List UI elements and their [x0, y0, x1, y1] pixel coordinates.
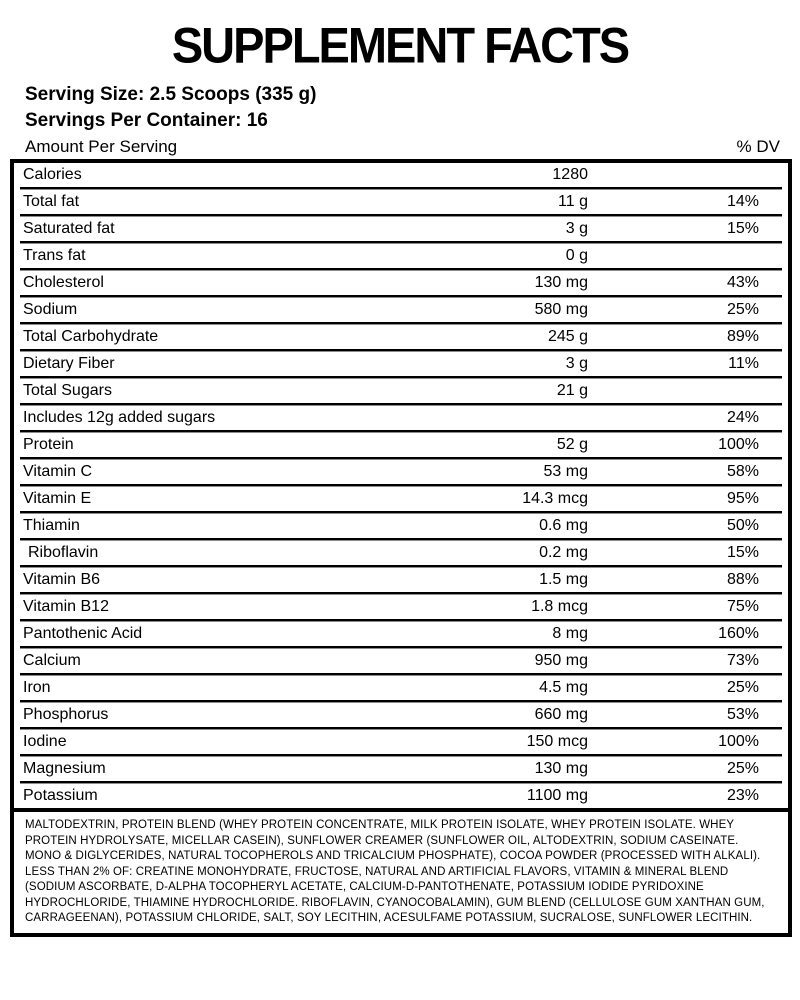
table-row	[14, 460, 788, 484]
nutrient-daily-value: 24%	[726, 409, 759, 426]
table-row	[14, 487, 788, 511]
table-row	[14, 190, 788, 214]
table-row	[14, 784, 788, 808]
nutrient-label: Vitamin C	[23, 463, 93, 480]
nutrient-label: Saturated fat	[23, 220, 115, 237]
nutrient-amount: 21 g	[556, 382, 588, 399]
table-row	[14, 568, 788, 592]
nutrient-daily-value: 100%	[718, 436, 759, 453]
servings-per-container-line: Servings Per Container: 16	[25, 110, 268, 131]
nutrient-daily-value: 88%	[726, 571, 759, 588]
nutrient-daily-value: 100%	[718, 733, 759, 750]
nutrient-label: Magnesium	[23, 760, 106, 777]
nutrient-daily-value: 11%	[728, 355, 759, 372]
table-row	[14, 595, 788, 619]
nutrient-label: Pantothenic Acid	[23, 625, 143, 642]
nutrient-daily-value: 25%	[726, 679, 759, 696]
nutrient-label: Includes 12g added sugars	[23, 409, 216, 426]
nutrient-label: Calcium	[23, 652, 81, 669]
nutrient-amount: 245 g	[547, 328, 588, 345]
nutrient-daily-value: 50%	[726, 517, 759, 534]
nutrient-amount: 52 g	[556, 436, 588, 453]
table-row	[14, 379, 788, 403]
nutrient-amount: 0.6 mg	[539, 517, 588, 534]
nutrient-label: Sodium	[23, 301, 78, 318]
nutrient-amount: 0 g	[565, 247, 588, 264]
nutrient-label: Thiamin	[23, 517, 80, 534]
nutrient-label: Calories	[23, 166, 82, 183]
nutrient-amount: 1100 mg	[526, 787, 588, 804]
nutrient-label: Vitamin B6	[23, 571, 101, 588]
nutrient-label: Riboflavin	[28, 544, 99, 561]
table-row	[14, 703, 788, 727]
table-row	[14, 676, 788, 700]
nutrient-daily-value: 95%	[726, 490, 759, 507]
table-row	[14, 622, 788, 646]
nutrient-daily-value: 75%	[726, 598, 759, 615]
table-row	[14, 757, 788, 781]
nutrient-daily-value: 58%	[726, 463, 759, 480]
nutrient-daily-value: 25%	[726, 760, 759, 777]
nutrient-daily-value: 43%	[726, 274, 759, 291]
serving-size-line: Serving Size: 2.5 Scoops (335 g)	[25, 84, 317, 105]
nutrient-label: Vitamin B12	[23, 598, 109, 615]
serving-info	[25, 82, 780, 134]
nutrient-daily-value: 160%	[718, 625, 759, 642]
nutrient-label: Total Carbohydrate	[23, 328, 159, 345]
amount-per-serving-header: Amount Per Serving	[25, 137, 178, 156]
table-row	[14, 271, 788, 295]
table-column-header	[25, 137, 780, 157]
percent-dv-header: % DV	[736, 137, 780, 156]
table-row	[14, 352, 788, 376]
table-row	[14, 649, 788, 673]
nutrient-amount: 580 mg	[534, 301, 588, 318]
nutrient-amount: 660 mg	[534, 706, 588, 723]
nutrient-amount: 11 g	[558, 193, 588, 210]
table-row	[14, 298, 788, 322]
nutrient-amount: 1280	[552, 166, 588, 183]
table-row	[14, 730, 788, 754]
nutrient-amount: 130 mg	[534, 760, 588, 777]
nutrient-label: Cholesterol	[23, 274, 104, 291]
nutrient-daily-value: 53%	[726, 706, 759, 723]
table-row	[14, 541, 788, 565]
nutrient-amount: 950 mg	[534, 652, 588, 669]
nutrient-daily-value: 25%	[726, 301, 759, 318]
nutrient-daily-value: 14%	[726, 193, 759, 210]
table-row	[14, 514, 788, 538]
nutrient-amount: 1.5 mg	[539, 571, 588, 588]
nutrient-amount: 0.2 mg	[539, 544, 588, 561]
nutrient-amount: 4.5 mg	[539, 679, 588, 696]
table-row	[14, 163, 788, 187]
nutrient-amount: 130 mg	[534, 274, 588, 291]
nutrient-label: Iodine	[23, 733, 67, 750]
nutrient-label: Total Sugars	[23, 382, 112, 399]
nutrient-label: Iron	[23, 679, 51, 696]
nutrient-amount: 3 g	[565, 220, 588, 237]
nutrient-label: Trans fat	[23, 247, 86, 264]
nutrient-label: Vitamin E	[23, 490, 92, 507]
nutrient-amount: 53 mg	[543, 463, 588, 480]
nutrient-label: Dietary Fiber	[23, 355, 115, 372]
table-row	[14, 325, 788, 349]
page-title: SUPPLEMENT FACTS	[171, 16, 629, 74]
table-row	[14, 433, 788, 457]
nutrient-daily-value: 15%	[726, 220, 759, 237]
nutrient-amount: 150 mcg	[526, 733, 588, 750]
table-row	[14, 217, 788, 241]
nutrient-label: Phosphorus	[23, 706, 109, 723]
nutrient-label: Potassium	[23, 787, 98, 804]
nutrient-daily-value: 73%	[726, 652, 759, 669]
ingredients-paragraph: MALTODEXTRIN, PROTEIN BLEND (WHEY PROTEIN CONCENTRATE, MILK PROTEIN ISOLATE, WHEY PROTEIN ISOLATE. WHEY PROTEIN HYDROLYSATE, MICELLAR CASEIN), SUNFLOWER CREAMER (SUNFLOWER OIL, ALTODEXTRIN, SODIUM CASEINATE. MONO & DIGLYCERIDES, NATURAL TOCOPHEROLS AND TRICALCIUM PHOSPHATE), COCOA POWDER (PROCESSED WITH ALKALI). LESS THAN 2% OF: CREATINE MONOHYDRATE, FRUCTOSE, NATURAL AND ARTIFICIAL FLAVORS, VITAMIN & MINERAL BLEND (SODIUM ASCORBATE, D-ALPHA TOCOPHERYL ACETATE, CALCIUM-D-PANTOTHENATE, POTASSIUM IODIDE PYRIDOXINE HYDROCHLORIDE, THIAMINE HYDROCHLORIDE. RIBOFLAVIN, CYANOCOBALAMIN), GUM BLEND (CELLULOSE GUM XANTHAN GUM, CARRAGEENAN), POTASSIUM CHLORIDE, SALT, SOY LECITHIN, ACESULFAME POTASSIUM, SUCRALOSE, SUNFLOWER LECITHIN.	[25, 819, 765, 924]
nutrient-daily-value: 15%	[726, 544, 759, 561]
nutrient-amount: 1.8 mcg	[531, 598, 588, 615]
table-row	[14, 244, 788, 268]
nutrient-amount: 14.3 mcg	[522, 490, 588, 507]
nutrient-label: Protein	[23, 436, 74, 453]
nutrient-amount: 3 g	[565, 355, 588, 372]
nutrient-daily-value: 23%	[726, 787, 759, 804]
table-row	[14, 406, 788, 430]
facts-table	[10, 159, 792, 937]
nutrient-amount: 8 mg	[552, 625, 588, 642]
nutrient-daily-value: 89%	[726, 328, 759, 345]
facts-rows	[14, 163, 788, 808]
nutrient-label: Total fat	[23, 193, 80, 210]
